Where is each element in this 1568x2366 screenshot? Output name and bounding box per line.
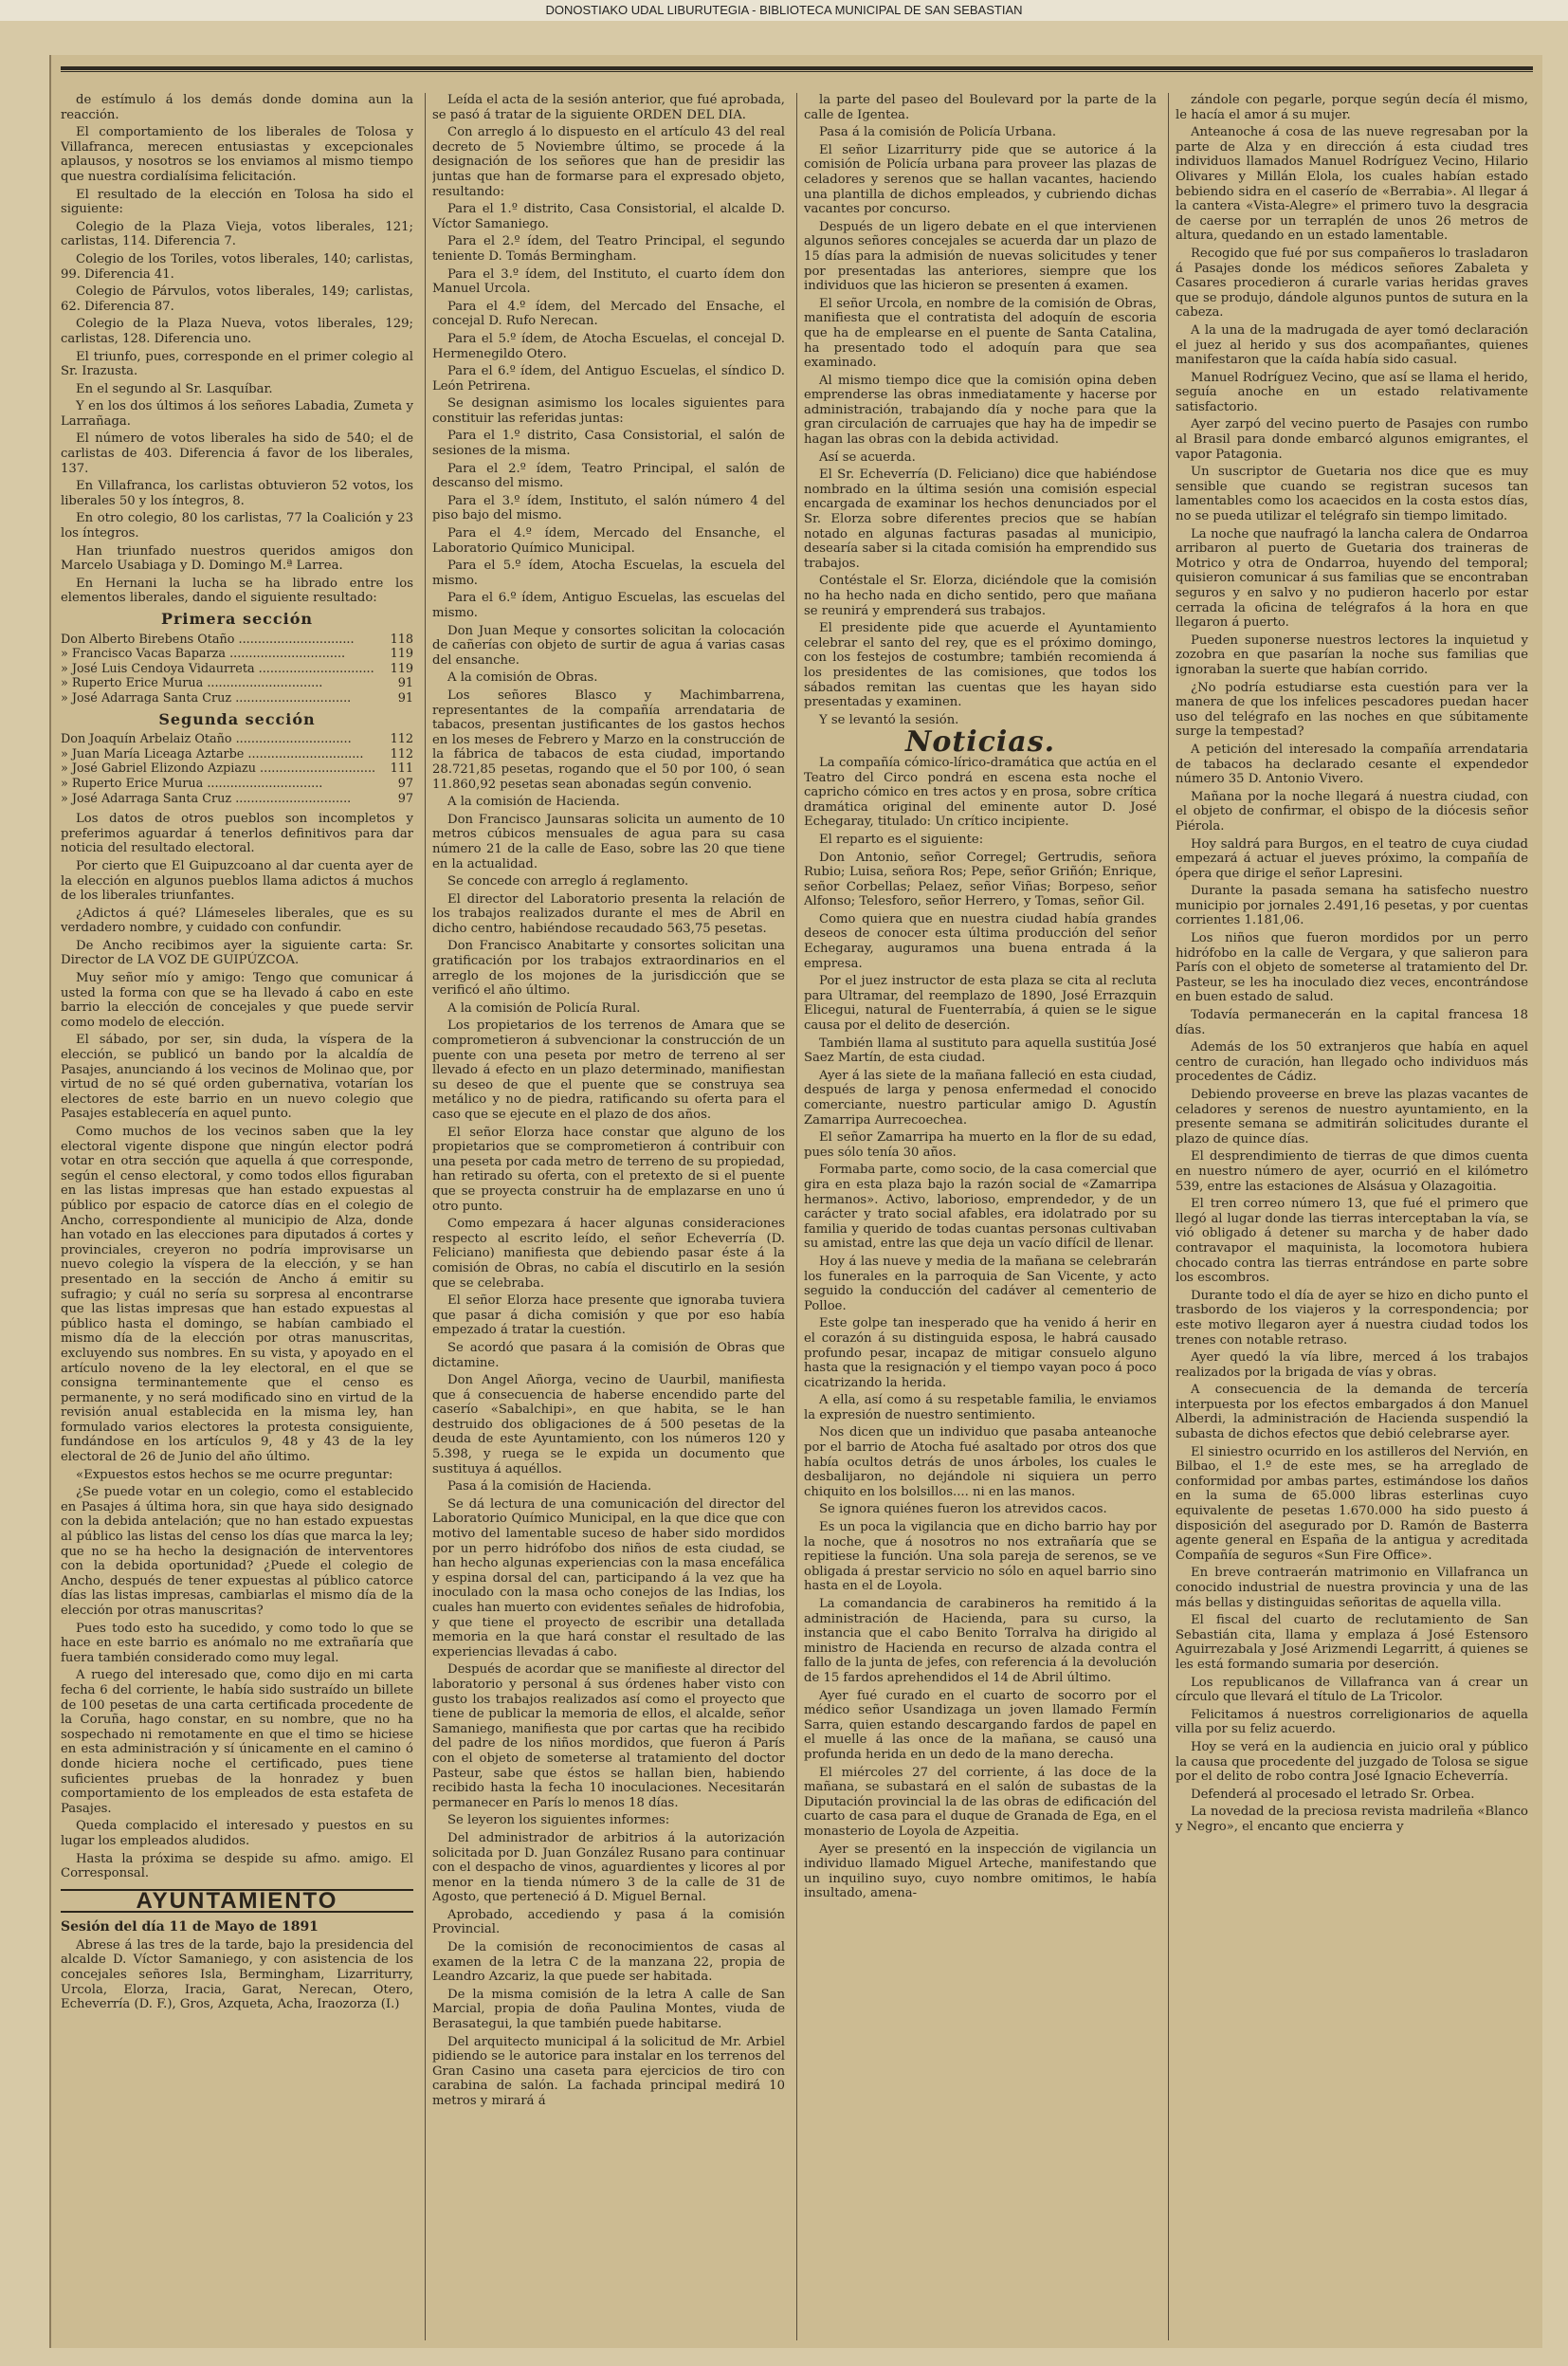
article-paragraph: Colegio de la Plaza Nueva, votos liberales, 129; carlistas, 128. Diferencia uno. — [61, 317, 413, 346]
article-paragraph: La novedad de la preciosa revista madrileña «Blanco y Negro», el encanto que encierra y — [1176, 1805, 1528, 1834]
article-paragraph: Han triunfado nuestros queridos amigos don Marcelo Usabiaga y D. Domingo M.ª Larrea. — [61, 543, 413, 574]
article-paragraph: Se ignora quiénes fueron los atrevidos cacos. — [819, 1502, 1107, 1517]
vote-count: 111 — [390, 761, 413, 777]
ayuntamiento-heading: AYUNTAMIENTO — [61, 1889, 413, 1914]
article-paragraph: A la una de la madrugada de ayer tomó declaración el juez al herido y sus dos acompañantes, quienes manifestaron que la caída había sido casual. — [1176, 322, 1528, 368]
article-paragraph: Para el 5.º ídem, de Atocha Escuelas, el concejal D. Hermenegildo Otero. — [432, 331, 785, 361]
vote-count: 91 — [397, 676, 413, 691]
article-paragraph: El señor Urcola, en nombre de la comisión de Obras, manifiesta que el contratista del adoquín de escoria que ha de emplearse en el puente de Santa Catalina, ha presentado todo el adoquín para que sea examinado. — [804, 296, 1157, 371]
article-paragraph: Se leyeron los siguientes informes: — [447, 1813, 670, 1828]
article-paragraph: Hoy á las nueve y media de la mañana se celebrarán los funerales en la parroquia de San Vicente, y acto seguido la conducción del cadáver al cementerio de Polloe. — [804, 1254, 1157, 1313]
candidate-name: » Francisco Vacas Baparza .............................. — [61, 647, 346, 662]
article-paragraph: El presidente pide que acuerde el Ayuntamiento celebrar el santo del rey, que es el próximo domingo, con los festejos de costumbre; también recomienda á los presidentes de las comisiones, que todos los sábados remitan las cuentas que les hayan sido presentadas y examinen. — [804, 621, 1157, 710]
article-paragraph: Como empezara á hacer algunas consideraciones respecto al escrito leído, el señor Echeverría (D. Feliciano) manifiesta que debiendo pasar éste á la comisión de Obras, no cabía el discutirlo en la sesión que se celebraba. — [432, 1217, 785, 1291]
article-paragraph: Después de acordar que se manifieste al director del laboratorio y personal á sus órdenes haber visto con gusto los trabajos realizados así como el proyecto que tiene de publicar la memoria de ellos, el alcalde, señor Samaniego, manifiesta que por cartas que ha recibido del padre de los niños mordidos, que fueron á París con el objeto de someterse al tratamiento del doctor Pasteur, sabe que éstos se hallan bien, habiendo recibido hasta la fecha 10 inoculaciones. Necesitarán permanecer en París lo menos 18 días. — [432, 1662, 785, 1810]
article-paragraph: Al mismo tiempo dice que la comisión opina deben emprenderse las obras inmediatamente y hacerse por administración, trabajando día y noche para que la gran circulación de carruajes que hay ha de impedir se hagan las obras con la debida actividad. — [804, 373, 1157, 448]
article-paragraph: ¿Se puede votar en un colegio, como el establecido en Pasajes á última hora, sin que haya sido designado con la debida antelación; que no han estado expuestas al público las listas del censo los días que marca la ley; que no se ha hecho la designación de interventores con la debida oportunidad? ¿Puede el colegio de Ancho, después de tener expuestas al público catorce días las listas impresas, cambiarlas el mismo día de la elección por otras manuscritas? — [61, 1485, 413, 1618]
article-paragraph: Debiendo proveerse en breve las plazas vacantes de celadores y serenos de nuestro ayuntamiento, en la presente semana se admitirán solicitudes durante el plazo de quince días. — [1176, 1088, 1528, 1146]
article-paragraph: Don Juan Meque y consortes solicitan la colocación de cañerías con objeto de surtir de agua á varias casas del ensanche. — [432, 623, 785, 668]
article-paragraph: Aprobado, accediendo y pasa á la comisión Provincial. — [432, 1907, 785, 1937]
article-paragraph: A consecuencia de la demanda de tercería interpuesta por los efectos embargados á don Manuel Alberdi, la administración de Hacienda suspendió la subasta de dichos efectos que debió celebrarse ayer. — [1176, 1383, 1528, 1442]
article-paragraph: El director del Laboratorio presenta la relación de los trabajos realizados durante el mes de Abril en dicho centro, habiéndose recaudado 563,75 pesetas. — [432, 891, 785, 936]
article-paragraph: Este golpe tan inesperado que ha venido á herir en el corazón á su distinguida esposa, le habrá causado profundo pesar, incapaz de mitigar consuelo alguno hasta que la resignación y el tiempo vayan poco á poco cicatrizando la herida. — [804, 1316, 1157, 1390]
article-paragraph: Después de un ligero debate en el que intervienen algunos señores concejales se acuerda dar un plazo de 15 días para la admisión de nuevas solicitudes y tener por presentadas las anteriores, siempre que los individuos que las hicieron se presenten á examen. — [804, 219, 1157, 294]
article-paragraph: Ayer se presentó en la inspección de vigilancia un individuo llamado Miguel Arteche, manifestando que un inquilino suyo, cuyo nombre omitimos, le había insultado, amena- — [804, 1842, 1157, 1901]
article-paragraph: Anteanoche á cosa de las nueve regresaban por la parte de Alza y en dirección á esta ciudad tres individuos llamados Manuel Rodríguez Vecino, Hilario Olivares y Millán Elola, los cuales habían estado bebiendo sidra en el caserío de «Berrabia». Al llegar á la cantera «Vista-Alegre» el primero tuvo la desgracia de caerse por un terraplén de unos 26 metros de altura, quedando en un estado lamentable. — [1176, 125, 1528, 244]
vote-row — [61, 792, 413, 807]
vote-row — [61, 633, 413, 648]
vote-count: 119 — [390, 661, 413, 676]
candidate-name: » José Adarraga Santa Cruz .............................. — [61, 791, 352, 806]
candidate-name: Don Alberto Birebens Otaño .............................. — [61, 632, 355, 647]
article-paragraph: El triunfo, pues, corresponde en el primer colegio al Sr. Irazusta. — [61, 349, 413, 379]
vote-row — [61, 647, 413, 662]
article-paragraph: Manuel Rodríguez Vecino, que así se llama el herido, seguía anoche en un estado relativamente satisfactorio. — [1176, 370, 1528, 414]
vote-list-segunda — [61, 732, 413, 806]
vote-list-primera — [61, 633, 413, 706]
candidate-name: » José Adarraga Santa Cruz .............................. — [61, 690, 352, 706]
article-paragraph: de estímulo á los demás donde domina aun la reacción. — [61, 93, 413, 122]
vote-row — [61, 662, 413, 677]
article-paragraph: la parte del paseo del Boulevard por la parte de la calle de Igentea. — [804, 93, 1157, 122]
article-paragraph: Para el 5.º ídem, Atocha Escuelas, la escuela del mismo. — [432, 559, 785, 588]
article-paragraph: Don Francisco Jaunsaras solicita un aumento de 10 metros cúbicos mensuales de agua para su casa número 21 de la calle de Easo, sobre las 20 que tiene en la actualidad. — [432, 812, 785, 871]
article-paragraph: El fiscal del cuarto de reclutamiento de San Sebastián cita, llama y emplaza á José Estensoro Aguirrezabala y José Arizmendi Legarritt, á quienes se les está formando sumaria por deserción. — [1176, 1613, 1528, 1672]
article-paragraph: Don Francisco Anabitarte y consortes solicitan una gratificación por los trabajos extraordinarios en el arreglo de los mojones de la jurisdicción que se verificó el año último. — [432, 939, 785, 999]
article-paragraph: En el segundo al Sr. Lasquíbar. — [76, 381, 273, 396]
candidate-name: » Ruperto Erice Murua .............................. — [61, 776, 323, 791]
article-paragraph: Formaba parte, como socio, de la casa comercial que gira en esta plaza bajo la razón social de «Zamarripa hermanos». Activo, laborioso, emprendedor, y de un carácter y trato social afables, era idolatrado por su familia y querido de todas cuantas personas cultivaban su amistad, entre las que deja un vacío difícil de llenar. — [804, 1163, 1157, 1252]
article-paragraph: Defenderá al procesado el letrado Sr. Orbea. — [1191, 1787, 1475, 1802]
article-paragraph: Ayer quedó la vía libre, merced á los trabajos realizados por la brigada de vías y obras. — [1176, 1350, 1528, 1380]
article-paragraph: Para el 6.º ídem, Antiguo Escuelas, las escuelas del mismo. — [432, 591, 785, 620]
article-paragraph: También llama al sustituto para aquella sustitúa José Saez Martín, de esta ciudad. — [804, 1036, 1157, 1066]
candidate-name: » José Luis Cendoya Vidaurreta .............................. — [61, 661, 374, 676]
column-2 — [432, 93, 785, 2340]
article-paragraph: Y se levantó la sesión. — [819, 712, 959, 727]
column-3 — [804, 93, 1157, 2340]
article-paragraph: De Ancho recibimos ayer la siguiente carta: Sr. Director de LA VOZ DE GUIPÚZCOA. — [61, 938, 413, 968]
article-paragraph: Se concede con arreglo á reglamento. — [447, 874, 689, 890]
section-heading: Segunda sección — [158, 709, 316, 728]
article-paragraph: El señor Zamarripa ha muerto en la flor de su edad, pues sólo tenía 30 años. — [804, 1130, 1157, 1160]
column-4 — [1176, 93, 1528, 2340]
vote-row — [61, 691, 413, 706]
vote-count: 112 — [390, 746, 413, 761]
vote-count: 97 — [397, 776, 413, 791]
article-paragraph: Pueden suponerse nuestros lectores la inquietud y zozobra en que pasarían la noche sus familias que ignoraban la suerte que habían corrido. — [1176, 633, 1528, 677]
article-paragraph: Contéstale el Sr. Elorza, diciéndole que la comisión no ha hecho nada en dicho sentido, pero que mañana se reunirá y emprenderá sus trabajos. — [804, 574, 1157, 618]
article-paragraph: Hasta la próxima se despide su afmo. amigo. El Corresponsal. — [61, 1851, 413, 1881]
article-paragraph: A la comisión de Policía Rural. — [447, 1000, 641, 1016]
article-paragraph: A ruego del interesado que, como dijo en mi carta fecha 6 del corriente, le había sido sustraído un billete de 100 pesetas de una carta certificada procedente de la Coruña, hago constar, en su nombre, que no ha sospechado ni remotamente en que el timo se hiciese en esta administración y sí únicamente en el camino ó donde hiciera noche el certificado, pues tiene suficientes pruebas de la honradez y buen comportamiento de los empleados de esta estafeta de Pasajes. — [61, 1668, 413, 1816]
article-paragraph: Hoy saldrá para Burgos, en el teatro de cuya ciudad empezará á actuar el jueves próximo, la compañía de ópera que dirige el señor Lapresini. — [1176, 836, 1528, 881]
candidate-name: » José Gabriel Elizondo Azpiazu .............................. — [61, 761, 376, 777]
article-paragraph: Para el 1.º distrito, Casa Consistorial, el salón de sesiones de la misma. — [432, 429, 785, 459]
article-paragraph: De la comisión de reconocimientos de casas al examen de la letra C de la manzana 22, propia de Leandro Azcariz, la que puede ser habitada. — [432, 1940, 785, 1985]
article-paragraph: En breve contraerán matrimonio en Villafranca un conocido industrial de nuestra provincia y una de las más bellas y distinguidas señoritas de aquella villa. — [1176, 1566, 1528, 1610]
article-paragraph: Muy señor mío y amigo: Tengo que comunicar á usted la forma con que se ha llevado á cabo en este barrio la elección de concejales y que puede servir como modelo de elección. — [61, 971, 413, 1030]
article-paragraph: ¿No podría estudiarse esta cuestión para ver la manera de que los infelices pescadores puedan hacer uso del telégrafo en las noches en que súbitamente surge la tempestad? — [1176, 680, 1528, 740]
article-paragraph: El señor Elorza hace presente que ignoraba tuviera que pasar á dicha comisión y que por eso había empezado á tratar la cuestión. — [432, 1293, 785, 1338]
article-paragraph: En Villafranca, los carlistas obtuvieron 52 votos, los liberales 50 y los íntegros, 8. — [61, 479, 413, 508]
session-title: Sesión del día 11 de Mayo de 1891 — [61, 1919, 319, 1935]
article-paragraph: Por el juez instructor de esta plaza se cita al recluta para Ultramar, del reemplazo de 1890, José Errazquin Elicegui, natural de Fuenterrabía, á quien se le sigue causa por el delito de deserción. — [804, 974, 1157, 1034]
article-paragraph: Don Antonio, señor Corregel; Gertrudis, señora Rubio; Luisa, señora Ros; Pepe, señor Griñón; Enrique, señor Corbellas; Pelaez, señor Viñas; Borpeso, señor Alfonso; Telesforo, señor Herrero, y Tomas, señor Gil. — [804, 850, 1157, 909]
article-paragraph: De la misma comisión de la letra A calle de San Marcial, propia de doña Paulina Montes, viuda de Berasategui, la que también puede habitarse. — [432, 1987, 785, 2032]
masthead-rule — [61, 66, 1533, 72]
article-paragraph: Como quiera que en nuestra ciudad había grandes deseos de conocer esta última producción del señor Echegaray, auguramos una buena entrada á la empresa. — [804, 911, 1157, 971]
article-paragraph: El señor Lizarriturry pide que se autorice á la comisión de Policía urbana para proveer las plazas de celadores y serenos que se hallan vacantes, haciendo una plantilla de dichos empleados, y cubriendo dichas vacantes por concurso. — [804, 142, 1157, 217]
article-paragraph: Durante todo el día de ayer se hizo en dicho punto el trasbordo de los viajeros y la correspondencia; por este motivo llegaron ayer á nuestra ciudad todos los trenes con notable retraso. — [1176, 1288, 1528, 1348]
noticias-heading: Noticias. — [904, 725, 1056, 760]
candidate-name: » Ruperto Erice Murua .............................. — [61, 676, 323, 691]
article-paragraph: Los republicanos de Villafranca van á crear un círculo que llevará el título de La Tricolor. — [1176, 1675, 1528, 1705]
article-paragraph: Pues todo esto ha sucedido, y como todo lo que se hace en este barrio es anómalo no me extrañaría que fuera también considerado como muy legal. — [61, 1621, 413, 1665]
article-paragraph: Recogido que fué por sus compañeros lo trasladaron á Pasajes donde los médicos señores Zabaleta y Casares procedieron á curarle varias heridas graves que se produjo, dándole algunos puntos de sutura en la cabeza. — [1176, 246, 1528, 321]
article-paragraph: Los niños que fueron mordidos por un perro hidrófobo en la calle de Vergara, y que salieron para París con el objeto de someterse al tratamiento del Dr. Pasteur, se les ha inoculado diez veces, encontrándose en buen estado de salud. — [1176, 931, 1528, 1005]
article-paragraph: Todavía permanecerán en la capital francesa 18 días. — [1176, 1008, 1528, 1037]
candidate-name: » Juan María Liceaga Aztarbe .............................. — [61, 746, 364, 761]
article-paragraph: Para el 6.º ídem, del Antiguo Escuelas, el síndico D. León Petrirena. — [432, 364, 785, 394]
vote-count: 112 — [390, 732, 413, 747]
article-paragraph: Además de los 50 extranjeros que había en aquel centro de curación, han llegado ocho individuos más procedentes de Cádiz. — [1176, 1040, 1528, 1085]
archive-header: DONOSTIAKO UDAL LIBURUTEGIA - BIBLIOTECA MUNICIPAL DE SAN SEBASTIAN — [0, 0, 1568, 21]
article-paragraph: Para el 2.º ídem, Teatro Principal, el salón de descanso del mismo. — [432, 461, 785, 491]
article-paragraph: Los propietarios de los terrenos de Amara que se comprometieron á subvencionar la construcción de un puente con una peseta por metro de terreno al ser llevado á efecto en un plazo determinado, manifiestan su deseo de que el puente que se construya sea metálico y no de piedra, ratificando su oferta para el caso que se ejecute en el plazo de dos años. — [432, 1018, 785, 1122]
article-paragraph: Colegio de Párvulos, votos liberales, 149; carlistas, 62. Diferencia 87. — [61, 284, 413, 314]
article-paragraph: Un suscriptor de Guetaria nos dice que es muy sensible que cuando se registran sucesos tan lamentables como los acaecidos en la costa estos días, no se pueda utilizar el telégrafo sin tiempo limitado. — [1176, 465, 1528, 524]
article-paragraph: Para el 1.º distrito, Casa Consistorial, el alcalde D. Víctor Samaniego. — [432, 202, 785, 231]
article-paragraph: En Hernani la lucha se ha librado entre los elementos liberales, dando el siguiente resultado: — [61, 576, 413, 606]
article-paragraph: «Expuestos estos hechos se me ocurre preguntar: — [76, 1467, 393, 1482]
column-divider — [1168, 93, 1169, 2340]
article-paragraph: Don Angel Añorga, vecino de Uaurbil, manifiesta que á consecuencia de haberse encendido parte del caserío «Sabalchipi», en que habita, se le han destruido dos obligaciones de á 500 pesetas de la deuda de este Ayuntamiento, con los números 120 y 5.398, y ruega se le expida un documento que sustituya á aquéllos. — [432, 1373, 785, 1476]
article-paragraph: Para el 4.º ídem, del Mercado del Ensache, el concejal D. Rufo Nerecan. — [432, 299, 785, 329]
column-divider — [796, 93, 797, 2340]
vote-row — [61, 732, 413, 747]
article-paragraph: Abrese á las tres de la tarde, bajo la presidencia del alcalde D. Víctor Samaniego, y con asistencia de los concejales señores Isla, Bermingham, Lizarriturry, Urcola, Elorza, Iracia, Garat, Nerecan, Otero, Echeverría (D. F.), Gros, Azqueta, Acha, Iraozorza (I.) — [61, 1937, 413, 2012]
columns — [61, 93, 1530, 2340]
article-paragraph: Para el 2.º ídem, del Teatro Principal, el segundo teniente D. Tomás Bermingham. — [432, 234, 785, 264]
article-paragraph: El tren correo número 13, que fué el primero que llegó al lugar donde las tierras interceptaban la vía, se vió obligado á detener su marcha y de haber dado contravapor el maquinista, la locomotora hubiera chocado contra las tierras entrándose en parte sobre los escombros. — [1176, 1197, 1528, 1286]
vote-count: 91 — [397, 690, 413, 706]
vote-row — [61, 777, 413, 792]
article-paragraph: Ayer fué curado en el cuarto de socorro por el médico señor Usandizaga un joven llamado Fermín Sarra, quien estando descargando fardos de papel en el muelle á las once de la mañana, se causó una profunda herida en un dedo de la mano derecha. — [804, 1688, 1157, 1762]
article-paragraph: La noche que naufragó la lancha calera de Ondarroa arribaron al puerto de Guetaria dos traineras de Motrico y otra de Ondarroa, huyendo del temporal; quisieron comunicar á sus familias que se encontraban seguros y en salvo y no pudieron hacerlo por estar cerrada la oficina de telégrafos á la hora en que llegaron á puerto. — [1176, 526, 1528, 631]
article-paragraph: Los señores Blasco y Machimbarrena, representantes de la compañía arrendataria de tabacos, presentan justificantes de los gastos hechos en los meses de Febrero y Marzo en la construcción de la fábrica de tabacos de esta ciudad, importando 28.721,85 pesetas, rogando que el 50 por 100, ó sean 11.860,92 pesetas sean abonadas según convenio. — [432, 688, 785, 792]
newspaper-page — [49, 55, 1542, 2348]
article-paragraph: A ella, así como á su respetable familia, le enviamos la expresión de nuestro sentimiento. — [804, 1393, 1157, 1422]
article-paragraph: El miércoles 27 del corriente, á las doce de la mañana, se subastará en el salón de subastas de la Diputación provincial la de las obras de edificación del cuarto de casa para el duque de Granada de Ega, en el monasterio de Loyola de Azpeitia. — [804, 1765, 1157, 1839]
article-paragraph: Los datos de otros pueblos son incompletos y preferimos aguardar á tenerlos definitivos para dar noticia del resultado electoral. — [61, 812, 413, 856]
article-paragraph: Colegio de la Plaza Vieja, votos liberales, 121; carlistas, 114. Diferencia 7. — [61, 219, 413, 249]
article-paragraph: Durante la pasada semana ha satisfecho nuestro municipio por jornales 2.491,16 pesetas, y por cuentas corrientes 1.181,06. — [1176, 884, 1528, 928]
vote-count: 119 — [390, 647, 413, 662]
article-paragraph: El Sr. Echeverría (D. Feliciano) dice que habiéndose nombrado en la última sesión una comisión especial encargada de examinar los hechos denunciados por el Sr. Elorza sobre diferentes precios que se habían notado en algunas facturas pasadas al municipio, desearía saber si la citada comisión ha emprendido sus trabajos. — [804, 468, 1157, 571]
vote-row — [61, 676, 413, 691]
article-paragraph: El señor Elorza hace constar que alguno de los propietarios que se comprometieron á contribuir con una peseta por cada metro de terreno de su propiedad, han retirado su oferta, con el pretexto de si el puente que se proyecta construir ha de emplazarse en uno ú otro punto. — [432, 1125, 785, 1214]
article-paragraph: Leída el acta de la sesión anterior, que fué aprobada, se pasó á tratar de la siguiente ORDEN DEL DIA. — [432, 93, 785, 122]
article-paragraph: Se designan asimismo los locales siguientes para constituir las referidas juntas: — [432, 396, 785, 426]
article-paragraph: Es un poca la vigilancia que en dicho barrio hay por la noche, que á nosotros no nos extrañaría que se repitiese la función. Una sola pareja de serenos, se ve obligada á prestar servicio no sólo en aquel barrio sino hasta en el de Loyola. — [804, 1520, 1157, 1594]
article-paragraph: El número de votos liberales ha sido de 540; el de carlistas de 403. Diferencia á favor de los liberales, 137. — [61, 431, 413, 476]
article-paragraph: Mañana por la noche llegará á nuestra ciudad, con el objeto de confirmar, el obispo de la diócesis señor Piérola. — [1176, 789, 1528, 834]
article-paragraph: Se dá lectura de una comunicación del director del Laboratorio Químico Municipal, en la que dice que con motivo del lamentable suceso de haber sido mordidos por un perro hidrófobo dos niños de esta ciudad, se han hecho algunas experiencias con la masa encefálica y espina dorsal del can, participando á la vez que ha inoculado con la masa ocho conejos de las Indias, los cuales han muerto con evidentes señales de hidrofobia, y que tiene el proyecto de escribir una detallada memoria en la que hará constar el resultado de las experiencias llevadas á cabo. — [432, 1496, 785, 1660]
article-paragraph: Ayer á las siete de la mañana falleció en esta ciudad, después de larga y penosa enfermedad el conocido comerciante, nuestro particular amigo D. Agustín Zamarripa Aurrecoechea. — [804, 1068, 1157, 1128]
article-paragraph: A petición del interesado la compañía arrendataria de tabacos ha declarado cesante el expendedor número 35 D. Antonio Vivero. — [1176, 742, 1528, 787]
article-paragraph: ¿Adictos á qué? Llámeseles liberales, que es su verdadero nombre, y cuidado con confundir. — [61, 906, 413, 936]
article-paragraph: Para el 4.º ídem, Mercado del Ensanche, el Laboratorio Químico Municipal. — [432, 526, 785, 556]
article-paragraph: Colegio de los Toriles, votos liberales, 140; carlistas, 99. Diferencia 41. — [61, 251, 413, 282]
vote-count: 97 — [397, 791, 413, 806]
article-paragraph: El resultado de la elección en Tolosa ha sido el siguiente: — [61, 187, 413, 217]
article-paragraph: El desprendimiento de tierras de que dimos cuenta en nuestro número de ayer, ocurrió en el kilómetro 539, entre las estaciones de Alsásua y Olazagoitia. — [1176, 1149, 1528, 1194]
article-paragraph: Con arreglo á lo dispuesto en el artículo 43 del real decreto de 5 Noviembre último, se procede á la designación de los señores que han de presidir las juntas que han de formarse para el expresado objeto, resultando: — [432, 125, 785, 199]
column-divider — [425, 93, 426, 2340]
article-paragraph: Para el 3.º ídem, Instituto, el salón número 4 del piso bajo del mismo. — [432, 493, 785, 523]
article-paragraph: La compañía cómico-lírico-dramática que actúa en el Teatro del Circo pondrá en escena esta noche el capricho cómico en tres actos y en prosa, sobre crítica dramática original del eminente autor D. José Echegaray, titulado: Un crítico incipiente. — [804, 755, 1157, 830]
article-paragraph: Por cierto que El Guipuzcoano al dar cuenta ayer de la elección en algunos pueblos llama adictos á muchos de los liberales triunfantes. — [61, 858, 413, 904]
article-paragraph: zándole con pegarle, porque según decía él mismo, le hacía el amor á su mujer. — [1176, 93, 1528, 122]
article-paragraph: Nos dicen que un individuo que pasaba anteanoche por el barrio de Atocha fué asaltado por otros dos que había ocultos detrás de unos árboles, los cuales le desbalijaron, no dejándole ni siquiera un perro chiquito en los bolsillos.... ni en las manos. — [804, 1425, 1157, 1499]
article-paragraph: El comportamiento de los liberales de Tolosa y Villafranca, merecen entusiastas y excepcionales aplausos, y nosotros se los enviamos al mismo tiempo que nuestra cordialísima felicitación. — [61, 125, 413, 184]
article-paragraph: Para el 3.º ídem, del Instituto, el cuarto ídem don Manuel Urcola. — [432, 266, 785, 297]
article-paragraph: Y en los dos últimos á los señores Labadia, Zumeta y Larrañaga. — [61, 399, 413, 429]
article-paragraph: En otro colegio, 80 los carlistas, 77 la Coalición y 23 los íntegros. — [61, 511, 413, 541]
article-paragraph: El sábado, por ser, sin duda, la víspera de la elección, se publicó un bando por la alcaldía de Pasajes, anunciando á los vecinos de Molinao que, por virtud de no sé qué orden gubernativa, votarían los electores de este barrio en un nuevo colegio que Pasajes establecería en aquel punto. — [61, 1033, 413, 1122]
candidate-name: Don Joaquín Arbelaiz Otaño .............................. — [61, 732, 352, 747]
article-paragraph: A la comisión de Obras. — [447, 670, 598, 686]
vote-row — [61, 747, 413, 762]
article-paragraph: Como muchos de los vecinos saben que la ley electoral vigente dispone que ningún elector podrá votar en otra sección que aquella á que corresponde, según el censo electoral, y como todos ellos figuraban en las listas impresas que han estado expuestas al público por espacio de catorce días en el colegio de Ancho, correspondiente al municipio de Alza, donde han votado en las elecciones para diputados á cortes y provinciales, creyeron no podría improvisarse un nuevo colegio la víspera de la elección, y se han presentado en la sección de Ancho á emitir su sufragio; y cuál no sería su sorpresa al encontrarse que las listas impresas que han estado expuestas al público hasta el domingo, se habían cambiado el mismo día de la elección por otras manuscritas, excluyendo sus nombres. En su vista, y apoyado en el artículo noveno de la ley electoral, en el que se consigna terminantemente que el censo es permanente, y no será modificado sino en virtud de la revisión anual establecida en la misma ley, han formulado varios electores la protesta consiguiente, fundándose en los artículos 9, 48 y 43 de la ley electoral de 26 de Junio del año último. — [61, 1125, 413, 1465]
article-paragraph: Felicitamos á nuestros correligionarios de aquella villa por su feliz acuerdo. — [1176, 1707, 1528, 1737]
article-paragraph: Pasa á la comisión de Hacienda. — [447, 1479, 652, 1495]
article-paragraph: Así se acuerda. — [819, 449, 916, 465]
vote-row — [61, 761, 413, 777]
section-heading: Primera sección — [160, 610, 314, 628]
article-paragraph: Del arquitecto municipal á la solicitud de Mr. Arbiel pidiendo se le autorice para instalar en los terrenos del Gran Casino una caseta para ejercicios de tiro con carabina de salón. La fachada principal medirá 10 metros y mirará á — [432, 2034, 785, 2108]
vote-count: 118 — [390, 632, 413, 647]
article-paragraph: El siniestro ocurrido en los astilleros del Nervión, en Bilbao, el 1.º de este mes, se ha arreglado de conformidad por ambas partes, estimándose los daños en la suma de 65.000 libras esterlinas cuyo equivalente de pesetas 1.670.000 ha sido puesto á disposición del asegurado por D. Ramón de Basterra agente general en España de la antigua y acreditada Compañía de seguros «Sun Fire Office». — [1176, 1444, 1528, 1563]
article-paragraph: Se acordó que pasara á la comisión de Obras que dictamine. — [432, 1340, 785, 1370]
column-1 — [61, 93, 413, 2340]
article-paragraph: Queda complacido el interesado y puestos en su lugar los empleados aludidos. — [61, 1819, 413, 1848]
article-paragraph: Ayer zarpó del vecino puerto de Pasajes con rumbo al Brasil para donde embarcó algunos emigrantes, el vapor Patagonia. — [1176, 417, 1528, 462]
article-paragraph: Pasa á la comisión de Policía Urbana. — [819, 125, 1057, 140]
article-paragraph: Hoy se verá en la audiencia en juicio oral y público la causa que procedente del juzgado de Tolosa se sigue por el delito de robo contra José Ignacio Echeverría. — [1176, 1739, 1528, 1785]
article-paragraph: Del administrador de arbitrios á la autorización solicitada por D. Juan González Rusano para continuar con el despacho de vinos, aguardientes y licores al por menor en la tienda número 3 de la calle de 31 de Agosto, que perteneció á D. Miguel Bernal. — [432, 1830, 785, 1905]
article-paragraph: A la comisión de Hacienda. — [447, 795, 620, 810]
article-paragraph: El reparto es el siguiente: — [819, 832, 984, 847]
article-paragraph: La comandancia de carabineros ha remitido á la administración de Hacienda, para su curso, la instancia que el cabo Benito Torralva ha dirigido al ministro de Hacienda en recurso de alzada contra el fallo de la junta de jefes, con referencia á la devolución de 15 fardos aprehendidos el 14 de Abril último. — [804, 1597, 1157, 1685]
